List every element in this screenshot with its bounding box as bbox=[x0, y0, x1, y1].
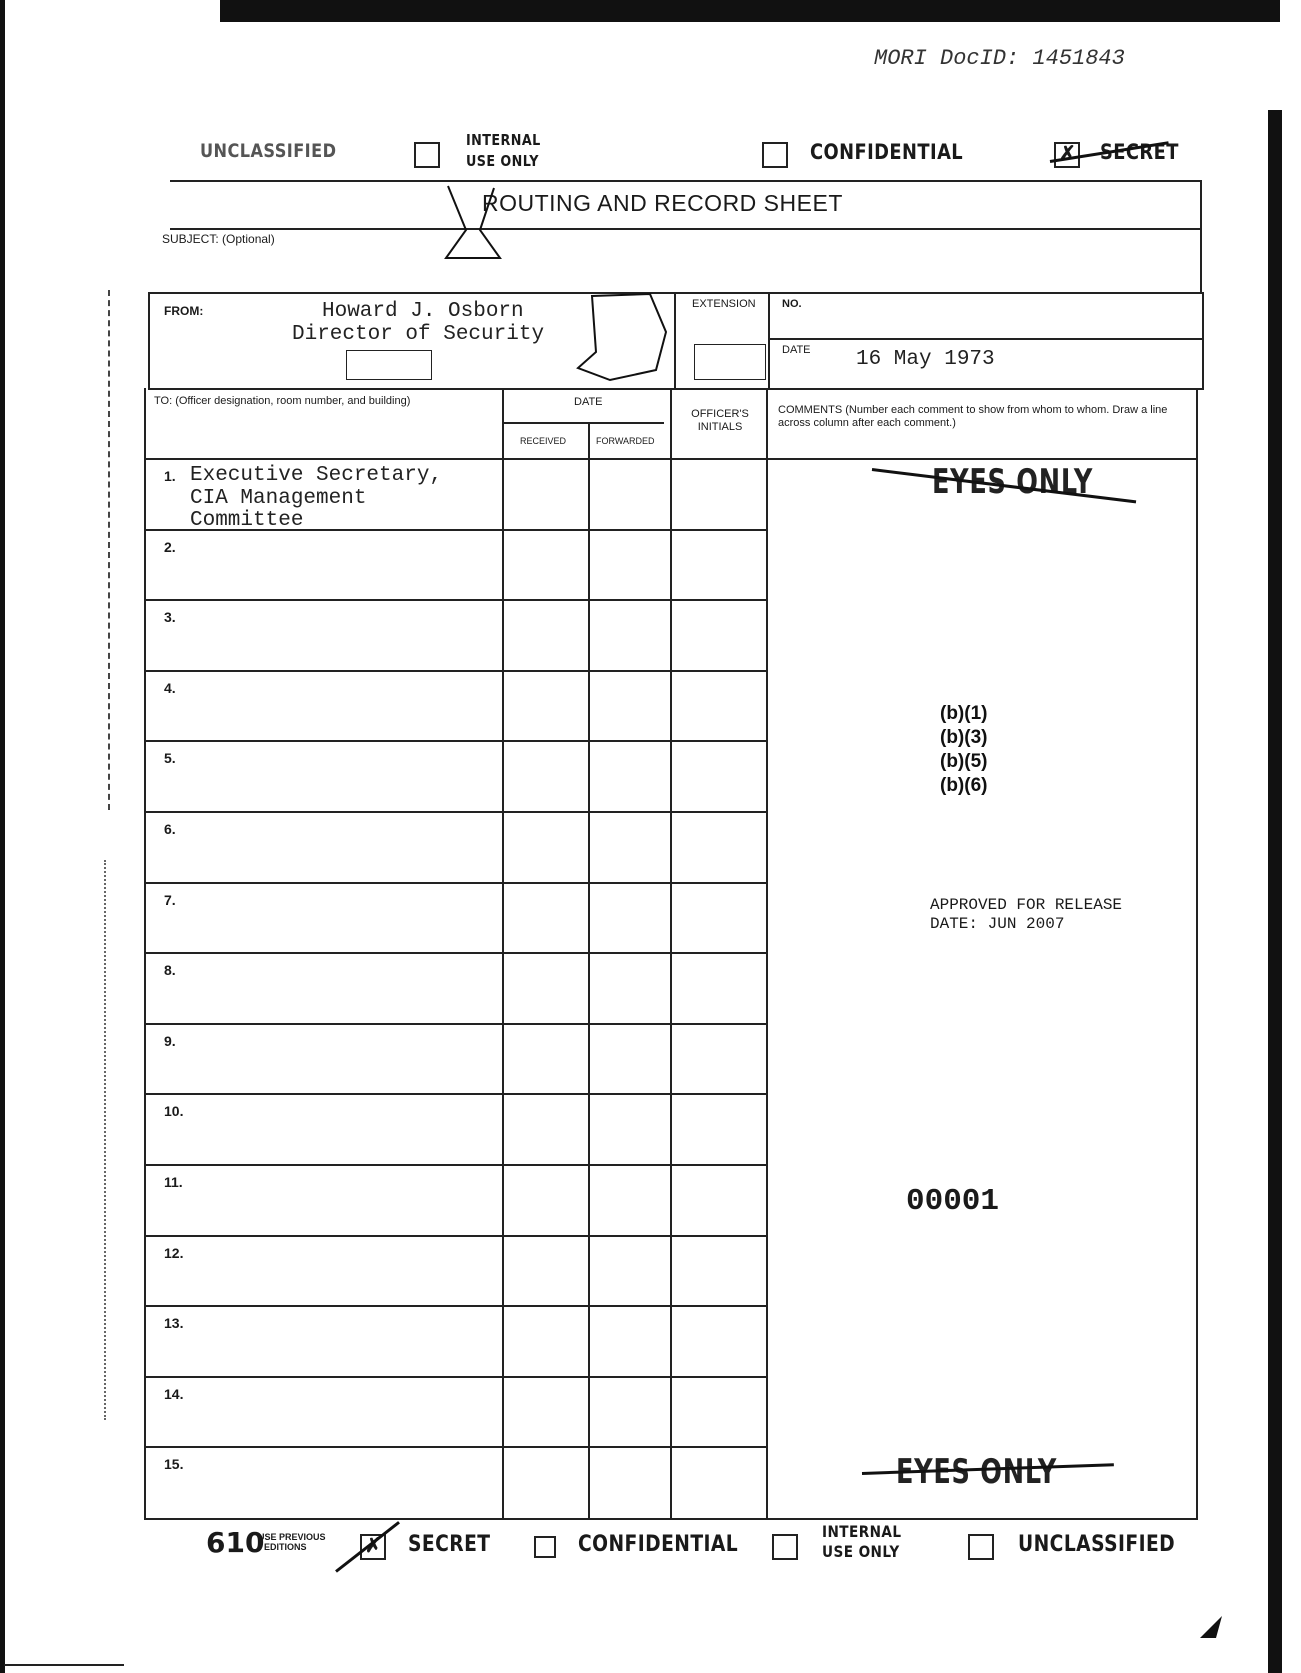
row-number: 14. bbox=[164, 1385, 184, 1402]
top-classification-bar bbox=[170, 130, 1180, 180]
approved-date: DATE: JUN 2007 bbox=[930, 915, 1065, 933]
from-row bbox=[148, 292, 1204, 390]
title-row bbox=[170, 180, 1202, 230]
routing-table bbox=[144, 388, 1198, 1520]
row-separator bbox=[146, 1446, 766, 1448]
date-subheader-line bbox=[502, 422, 664, 424]
extension-label: EXTENSION bbox=[692, 298, 756, 310]
scan-left-border bbox=[0, 0, 5, 1673]
form-number: 610 bbox=[206, 1526, 265, 1559]
row-separator bbox=[146, 599, 766, 601]
top-secret-label: SECRET bbox=[1100, 140, 1179, 164]
eyes-only-stamp-top: EYES ONLY bbox=[932, 462, 1094, 502]
row-number: 5. bbox=[164, 750, 176, 767]
top-unclassified-label: UNCLASSIFIED bbox=[200, 140, 337, 162]
footer-secret-label: SECRET bbox=[408, 1532, 491, 1557]
use-previous-line2: EDITIONS bbox=[264, 1542, 307, 1552]
row-separator bbox=[146, 1235, 766, 1237]
from-name: Howard J. Osborn bbox=[322, 300, 524, 323]
header-bottom-line bbox=[146, 458, 1196, 460]
check-mark-icon: ✗ bbox=[1059, 143, 1076, 165]
row-separator bbox=[146, 882, 766, 884]
extension-box bbox=[694, 344, 766, 380]
row-number: 13. bbox=[164, 1315, 184, 1332]
redaction-outline bbox=[570, 292, 680, 392]
row-1-line2: CIA Management bbox=[190, 487, 367, 510]
col-divider-initials bbox=[766, 388, 768, 1518]
use-previous-line1: USE PREVIOUS bbox=[258, 1532, 326, 1542]
forwarded-label: FORWARDED bbox=[596, 436, 655, 446]
row-separator bbox=[146, 1376, 766, 1378]
no-date-divider bbox=[768, 338, 1202, 340]
footer-internal-checkbox[interactable] bbox=[772, 1534, 798, 1560]
footer-confidential-label: CONFIDENTIAL bbox=[578, 1532, 739, 1557]
scan-bottom-line bbox=[4, 1664, 124, 1666]
no-divider bbox=[768, 292, 770, 388]
exemption-b3: (b)(3) bbox=[940, 727, 988, 748]
row-number: 2. bbox=[164, 538, 176, 555]
top-internal-checkbox[interactable] bbox=[414, 142, 440, 168]
from-title: Director of Security bbox=[292, 323, 545, 346]
top-internal-label-1: INTERNAL bbox=[466, 131, 541, 149]
row-separator bbox=[146, 952, 766, 954]
row-separator bbox=[146, 740, 766, 742]
row-number: 10. bbox=[164, 1103, 184, 1120]
row-separator bbox=[146, 811, 766, 813]
to-label: TO: (Officer designation, room number, and building) bbox=[154, 395, 411, 407]
row-number: 4. bbox=[164, 679, 176, 696]
mori-docid: MORI DocID: 1451843 bbox=[874, 46, 1125, 71]
page-number: 00001 bbox=[906, 1184, 1000, 1219]
row-number: 7. bbox=[164, 891, 176, 908]
exemption-b5: (b)(5) bbox=[940, 751, 988, 772]
col-divider-received bbox=[588, 422, 590, 1518]
date-label: DATE bbox=[782, 344, 811, 356]
row-number: 11. bbox=[164, 1174, 183, 1190]
extension-divider bbox=[674, 292, 676, 388]
footer-secret-strike bbox=[335, 1521, 400, 1573]
left-edge-dots bbox=[104, 860, 108, 1420]
initials-label: OFFICER'S INITIALS bbox=[691, 408, 749, 433]
approved-for-release: APPROVED FOR RELEASE bbox=[930, 896, 1123, 914]
footer-unclassified-label: UNCLASSIFIED bbox=[1018, 1532, 1176, 1557]
date-value: 16 May 1973 bbox=[856, 348, 995, 371]
row-number: 6. bbox=[164, 821, 176, 837]
row-number: 9. bbox=[164, 1032, 176, 1049]
row-separator bbox=[146, 1023, 766, 1025]
received-label: RECEIVED bbox=[520, 436, 567, 446]
top-confidential-label: CONFIDENTIAL bbox=[810, 140, 964, 164]
footer-unclassified-checkbox[interactable] bbox=[968, 1534, 994, 1560]
subject-row bbox=[148, 226, 1202, 294]
row-number: 3. bbox=[164, 609, 176, 626]
row-number: 15. bbox=[164, 1456, 184, 1473]
top-confidential-checkbox[interactable] bbox=[762, 142, 788, 168]
footer-internal-label-1: INTERNAL bbox=[822, 1522, 902, 1541]
top-internal-label-2: USE ONLY bbox=[466, 152, 539, 170]
exemption-b1: (b)(1) bbox=[940, 703, 988, 724]
scan-corner-mark-icon bbox=[1196, 1612, 1226, 1642]
check-mark-icon: ✗ bbox=[365, 1535, 382, 1557]
exemption-codes bbox=[940, 702, 987, 798]
form-title: ROUTING AND RECORD SHEET bbox=[482, 190, 843, 216]
footer-classification-bar bbox=[200, 1520, 1200, 1572]
footer-internal-label-2: USE ONLY bbox=[822, 1542, 900, 1561]
row-separator bbox=[146, 1164, 766, 1166]
date-col-label: DATE bbox=[574, 396, 603, 408]
row-separator bbox=[146, 1305, 766, 1307]
left-edge-tear bbox=[108, 290, 112, 810]
from-code-box bbox=[346, 350, 432, 380]
scan-top-border bbox=[220, 0, 1280, 22]
from-label: FROM: bbox=[164, 304, 204, 318]
scan-right-border bbox=[1268, 110, 1282, 1673]
footer-confidential-checkbox[interactable] bbox=[534, 1536, 556, 1558]
exemption-b6: (b)(6) bbox=[940, 775, 988, 796]
row-1-line1: Executive Secretary, bbox=[190, 464, 443, 487]
row-1-line3: Committee bbox=[190, 509, 304, 532]
comments-label: COMMENTS (Number each comment to show from whom to whom. Draw a line across column after each comment.) bbox=[778, 404, 1168, 429]
no-label: NO. bbox=[782, 298, 802, 310]
row-number: 1. bbox=[164, 468, 176, 484]
subject-label: SUBJECT: (Optional) bbox=[162, 232, 275, 246]
row-number: 12. bbox=[164, 1244, 184, 1261]
row-number: 8. bbox=[164, 962, 176, 979]
row-separator bbox=[146, 1093, 766, 1095]
eyes-only-stamp-bottom: EYES ONLY bbox=[896, 1452, 1058, 1492]
row-separator bbox=[146, 670, 766, 672]
